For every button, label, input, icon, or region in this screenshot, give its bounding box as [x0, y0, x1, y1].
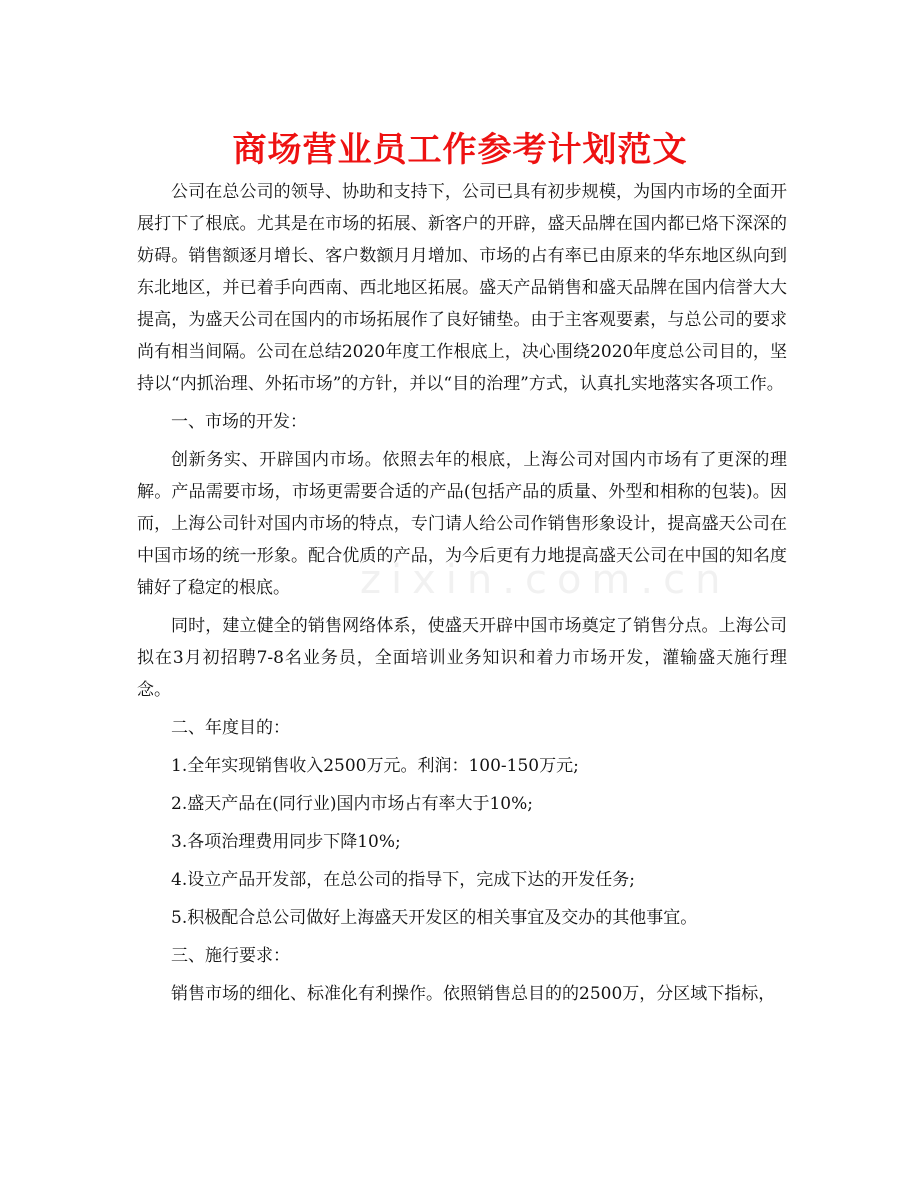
list-item-goal-3: 3.各项治理费用同步下降10%;: [171, 832, 401, 852]
list-item-goal-4: 4.设立产品开发部，在总公司的指导下，完成下达的开发任务;: [171, 870, 635, 890]
list-item-goal-5: 5.积极配合总公司做好上海盛天开发区的相关事宜及交办的其他事宜。: [171, 908, 698, 928]
paragraph-sales-network: 同时，建立健全的销售网络体系，使盛天开辟中国市场奠定了销售分点。上海公司拟在3月初招聘7-8名业务员，全面培训业务知识和着力市场开发，灌输盛天施行理念。: [137, 616, 787, 700]
document-title: 商场营业员工作参考计划范文: [232, 130, 688, 170]
paragraph-market-innovation: 创新务实、开辟国内市场。依照去年的根底，上海公司对国内市场有了更深的理解。产品需要市场，市场更需要合适的产品(包括产品的质量、外型和相称的包装)。因而，上海公司针对国内市场的特点，专门请人给公司作销售形象设计，提高盛天公司在中国市场的统一形象。配合优质的产品，为今后更有力地提高盛天公司在中国的知名度铺好了稳定的根底。: [137, 450, 787, 598]
document-body: [137, 176, 787, 1016]
section-heading-annual-goals: 二、年度目的：: [171, 718, 290, 738]
paragraph-intro: 公司在总公司的领导、协助和支持下，公司已具有初步规模，为国内市场的全面开展打下了根底。尤其是在市场的拓展、新客户的开辟，盛天品牌在国内都已烙下深深的妨碍。销售额逐月增长、客户数额月月增加、市场的占有率已由原来的华东地区纵向到东北地区，并已着手向西南、西北地区拓展。盛天产品销售和盛天品牌在国内信誉大大提高，为盛天公司在国内的市场拓展作了良好铺垫。由于主客观要素，与总公司的要求尚有相当间隔。公司在总结2020年度工作根底上，决心围绕2020年度总公司目的，坚持以“内抓治理、外拓市场”的方针，并以“目的治理”方式，认真扎实地落实各项工作。: [137, 182, 787, 394]
list-item-goal-1: 1.全年实现销售收入2500万元。利润：100-150万元;: [171, 756, 579, 776]
section-heading-requirements: 三、施行要求：: [171, 946, 290, 966]
section-heading-market: 一、市场的开发：: [171, 412, 307, 432]
paragraph-requirements: 销售市场的细化、标准化有利操作。依照销售总目的的2500万，分区域下指标，: [171, 984, 776, 1004]
list-item-goal-2: 2.盛天产品在(同行业)国内市场占有率大于10%;: [171, 794, 533, 814]
watermark: zixin.com.cn: [360, 557, 731, 603]
